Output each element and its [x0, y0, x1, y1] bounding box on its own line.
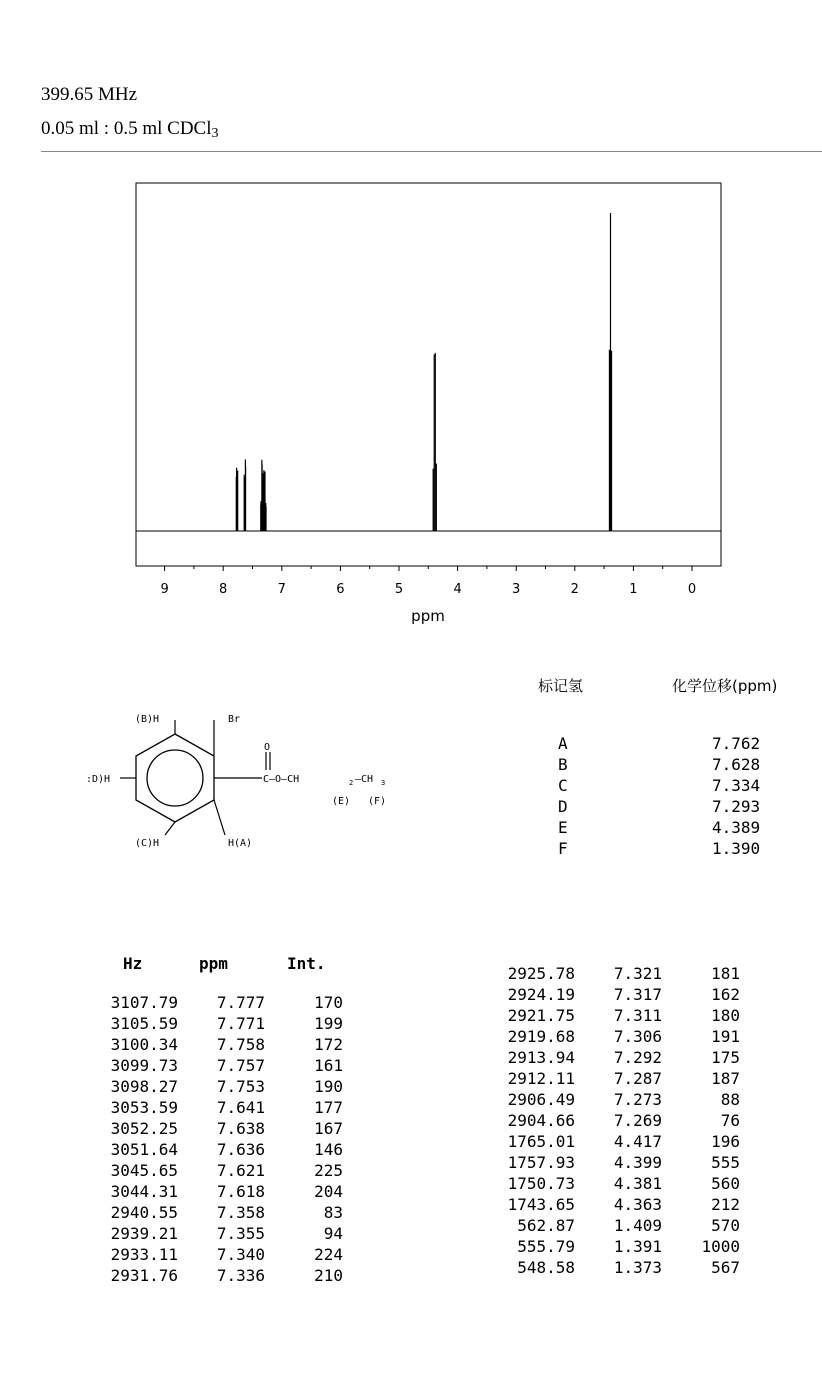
x-tick-label-6: 6 [336, 582, 345, 597]
sample-text: 0.05 ml : 0.5 ml CDCl [41, 118, 212, 139]
peak-ppm: 4.363 [613, 1195, 662, 1214]
peak-hz: 562.87 [517, 1216, 575, 1235]
peak-int: 94 [323, 1224, 343, 1243]
peak-ppm: 4.399 [613, 1153, 662, 1172]
peak-table-row [495, 964, 740, 985]
peak-int: 167 [314, 1119, 343, 1138]
peak-int: 560 [711, 1174, 740, 1193]
peak-ppm: 7.757 [216, 1056, 265, 1075]
peak-table-row [495, 1069, 740, 1090]
peak-table-row [98, 1035, 343, 1056]
peak-table-row [98, 1140, 343, 1161]
peak-hz: 3045.65 [110, 1161, 178, 1180]
assignment-shift-C: 7.334 [712, 776, 761, 795]
peak-hz: 3099.73 [110, 1056, 178, 1075]
peak-hz: 548.58 [517, 1258, 575, 1277]
peak-table-header-ppm: ppm [199, 954, 228, 973]
assignment-shift-header: 化学位移(ppm) [672, 677, 778, 695]
peak-table-row [495, 985, 740, 1006]
assignment-label-D: D [558, 797, 568, 816]
peak-hz: 3052.25 [110, 1119, 178, 1138]
peak-table-row [98, 1266, 343, 1287]
sample-description [41, 118, 219, 140]
peak-ppm: 7.317 [613, 985, 662, 1004]
peak-hz: 2931.76 [110, 1266, 178, 1285]
peak-int: 172 [314, 1035, 343, 1054]
peak-int: 76 [720, 1111, 740, 1130]
peak-int: 210 [314, 1266, 343, 1285]
peak-int: 177 [314, 1098, 343, 1117]
peak-hz: 2933.11 [110, 1245, 178, 1264]
peak-ppm: 7.311 [613, 1006, 662, 1025]
label-ch3-sub: 3 [381, 779, 386, 787]
peak-int: 567 [711, 1258, 740, 1277]
peak-int: 190 [314, 1077, 343, 1096]
sample-subscript: 3 [211, 126, 219, 141]
peak-table-row [98, 1182, 343, 1203]
label-c: (C)H [135, 838, 160, 849]
assignment-label-E: E [558, 818, 568, 837]
peak-table-row [98, 993, 343, 1014]
nmr-spectrum-chart [0, 170, 822, 630]
peak-table-row [98, 1245, 343, 1266]
assignment-label-header: 标记氢 [538, 677, 584, 695]
molecule-structure [80, 700, 410, 860]
peak-int: 170 [314, 993, 343, 1012]
assignment-shift-F: 1.390 [712, 839, 761, 858]
label-br: Br [228, 714, 241, 725]
peak-int: 196 [711, 1132, 740, 1151]
peak-hz: 1757.93 [507, 1153, 575, 1172]
peak-hz: 3098.27 [110, 1077, 178, 1096]
peak-ppm: 7.321 [613, 964, 662, 983]
peak-table-row [98, 1119, 343, 1140]
peak-hz: 2919.68 [507, 1027, 575, 1046]
label-b: (B)H [135, 714, 160, 725]
peak-ppm: 1.391 [613, 1237, 662, 1256]
peak-int: 146 [314, 1140, 343, 1159]
x-tick-label-2: 2 [570, 582, 579, 597]
peak-ppm: 7.358 [216, 1203, 265, 1222]
label-ch3: —CH [355, 774, 374, 785]
assignment-label-C: C [558, 776, 568, 795]
peak-ppm: 1.373 [613, 1258, 662, 1277]
assignment-label-A: A [558, 734, 568, 753]
peak-ppm: 4.381 [613, 1174, 662, 1193]
peak-ppm: 7.336 [216, 1266, 265, 1285]
peak-table-row [495, 1006, 740, 1027]
peak-table-row [98, 1203, 343, 1224]
peak-ppm: 7.273 [613, 1090, 662, 1109]
peak-int: 88 [720, 1090, 740, 1109]
label-e: (E) [332, 796, 351, 807]
peak-int: 83 [323, 1203, 343, 1222]
peak-table-row [495, 1111, 740, 1132]
x-tick-label-9: 9 [160, 582, 169, 597]
peak-int: 187 [711, 1069, 740, 1088]
peak-int: 212 [711, 1195, 740, 1214]
peak-hz: 2940.55 [110, 1203, 178, 1222]
peak-table-row [495, 1048, 740, 1069]
peak-hz: 3107.79 [110, 993, 178, 1012]
peak-hz: 1743.65 [507, 1195, 575, 1214]
peak-int: 1000 [701, 1237, 740, 1256]
peak-hz: 2906.49 [507, 1090, 575, 1109]
peak-int: 555 [711, 1153, 740, 1172]
peak-hz: 3105.59 [110, 1014, 178, 1033]
peak-ppm: 7.641 [216, 1098, 265, 1117]
peak-hz: 3100.34 [110, 1035, 178, 1054]
peak-ppm: 7.636 [216, 1140, 265, 1159]
peak-table-row [495, 1195, 740, 1216]
peak-int: 204 [314, 1182, 343, 1201]
peak-hz: 3051.64 [110, 1140, 178, 1159]
peak-table-row [98, 1098, 343, 1119]
peak-ppm: 7.753 [216, 1077, 265, 1096]
label-ch2-sub: 2 [349, 779, 354, 787]
header-divider [41, 151, 822, 152]
peak-int: 225 [314, 1161, 343, 1180]
peak-hz: 3044.31 [110, 1182, 178, 1201]
x-tick-label-0: 0 [687, 582, 697, 597]
peak-table-row [495, 1258, 740, 1279]
peak-table-row [98, 1161, 343, 1182]
assignment-label-F: F [558, 839, 568, 858]
peak-hz: 3053.59 [110, 1098, 178, 1117]
ticks-layer [160, 566, 696, 597]
peak-hz: 2921.75 [507, 1006, 575, 1025]
x-tick-label-5: 5 [394, 582, 404, 597]
peak-int: 191 [711, 1027, 740, 1046]
peak-hz: 1765.01 [507, 1132, 575, 1151]
peak-table-header-int: Int. [287, 954, 326, 973]
peak-ppm: 7.618 [216, 1182, 265, 1201]
peak-hz: 2912.11 [507, 1069, 575, 1088]
assignment-shift-A: 7.762 [712, 734, 761, 753]
peak-table-row [495, 1174, 740, 1195]
x-tick-label-3: 3 [512, 582, 521, 597]
peak-int: 162 [711, 985, 740, 1004]
peak-table-row [495, 1216, 740, 1237]
peak-table-row [98, 1014, 343, 1035]
peak-table-row [495, 1153, 740, 1174]
peak-ppm: 7.340 [216, 1245, 265, 1264]
peak-hz: 2924.19 [507, 985, 575, 1004]
peak-table-row [495, 1132, 740, 1153]
peaks-layer [236, 213, 611, 531]
spectrometer-frequency: 399.65 MHz [41, 84, 138, 105]
peak-ppm: 7.269 [613, 1111, 662, 1130]
assignment-shift-D: 7.293 [712, 797, 761, 816]
peak-ppm: 1.409 [613, 1216, 662, 1235]
peak-table-row [495, 1027, 740, 1048]
peak-ppm: 7.306 [613, 1027, 662, 1046]
plot-frame [136, 183, 721, 566]
peak-hz: 555.79 [517, 1237, 575, 1256]
x-axis-label: ppm [411, 607, 445, 625]
x-tick-label-7: 7 [277, 582, 286, 597]
peak-int: 181 [711, 964, 740, 983]
assignment-shift-B: 7.628 [712, 755, 761, 774]
peak-table-header-hz: Hz [123, 954, 143, 973]
peak-ppm: 7.758 [216, 1035, 265, 1054]
peak-hz: 2904.66 [507, 1111, 575, 1130]
label-o-top: O [264, 742, 271, 753]
peak-table-row [98, 1224, 343, 1245]
peak-int: 570 [711, 1216, 740, 1235]
peak-ppm: 7.638 [216, 1119, 265, 1138]
peak-table-row [495, 1237, 740, 1258]
label-ester: C—O—CH [263, 774, 300, 785]
assignment-shift-E: 4.389 [712, 818, 761, 837]
assignment-label-B: B [558, 755, 568, 774]
peak-ppm: 7.355 [216, 1224, 265, 1243]
peak-ppm: 4.417 [613, 1132, 662, 1151]
label-a: H(A) [228, 838, 253, 849]
peak-int: 180 [711, 1006, 740, 1025]
peak-ppm: 7.777 [216, 993, 265, 1012]
x-tick-label-1: 1 [629, 582, 638, 597]
peak-ppm: 7.771 [216, 1014, 265, 1033]
peak-int: 175 [711, 1048, 740, 1067]
peak-int: 224 [314, 1245, 343, 1264]
peak-ppm: 7.292 [613, 1048, 662, 1067]
peak-ppm: 7.621 [216, 1161, 265, 1180]
peak-ppm: 7.287 [613, 1069, 662, 1088]
peak-table-row [495, 1090, 740, 1111]
peak-table-row [98, 1077, 343, 1098]
x-tick-label-8: 8 [219, 582, 228, 597]
label-d: :D)H [86, 774, 111, 785]
peak-hz: 2939.21 [110, 1224, 178, 1243]
peak-table-row [98, 1056, 343, 1077]
peak-hz: 1750.73 [507, 1174, 575, 1193]
peak-int: 199 [314, 1014, 343, 1033]
x-tick-label-4: 4 [453, 582, 462, 597]
peak-int: 161 [314, 1056, 343, 1075]
peak-hz: 2925.78 [507, 964, 575, 983]
peak-hz: 2913.94 [507, 1048, 575, 1067]
label-f: (F) [368, 796, 387, 807]
